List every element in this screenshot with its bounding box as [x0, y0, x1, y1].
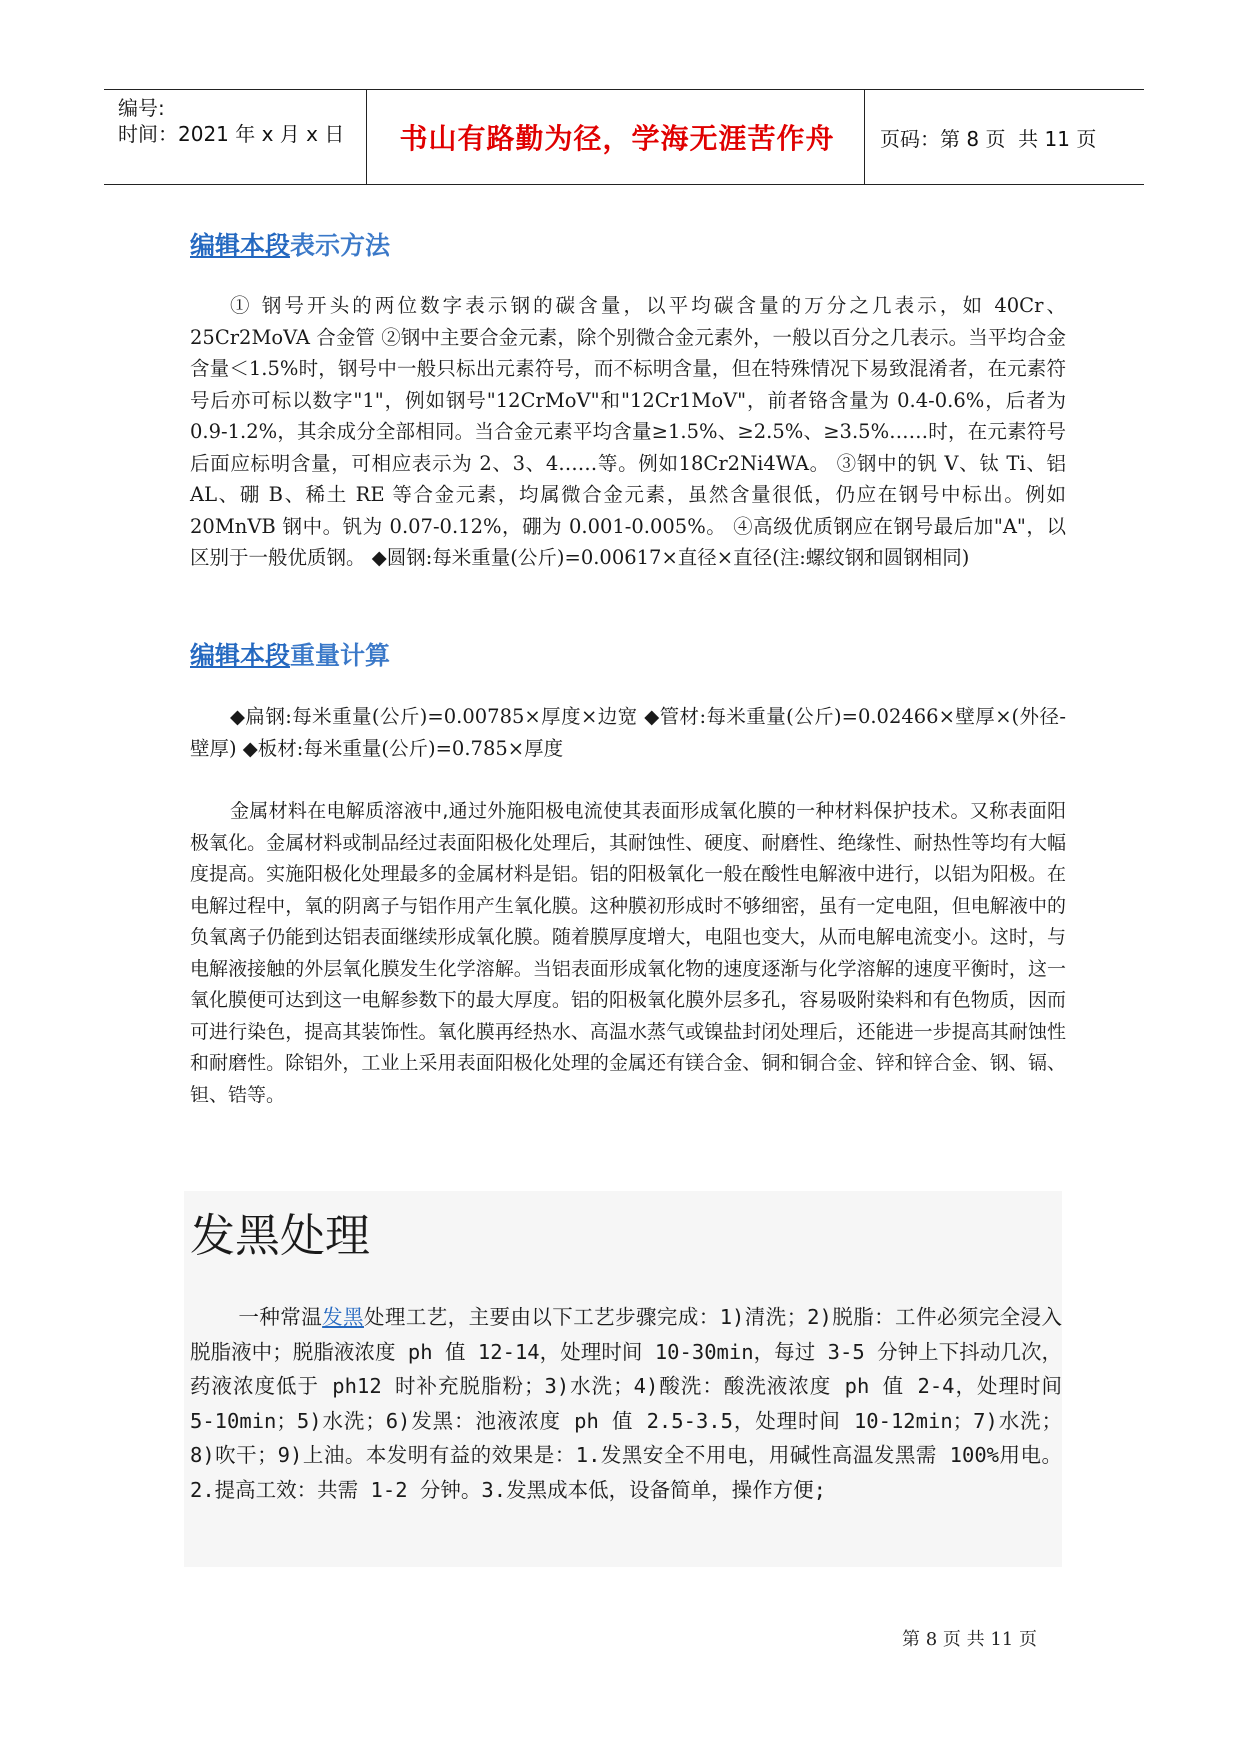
black-treatment-link[interactable]: 发黑: [322, 1305, 364, 1329]
page-footer: 第 8 页 共 11 页: [902, 1629, 1037, 1650]
black-treatment-title: 发黑处理: [190, 1209, 371, 1262]
page-header: [104, 89, 1144, 185]
paragraph-text: 金属材料在电解质溶液中,通过外施阳极电流使其表面形成氧化膜的一种材料保护技术。又称表面阳极氧化。金属材料或制品经过表面阳极化处理后，其耐蚀性、硬度、耐磨性、绝缘性、耐热性等均有大幅度提高。实施阳极化处理最多的金属材料是铝。铝的阳极氧化一般在酸性电解液中进行，以铝为阳极。在电解过程中，氧的阴离子与铝作用产生氧化膜。这种膜初形成时不够细密，虽有一定电阻，但电解液中的负氧离子仍能到达铝表面继续形成氧化膜。随着膜厚度增大，电阻也变大，从而电解电流变小。这时，与电解液接触的外层氧化膜发生化学溶解。当铝表面形成氧化物的速度逐渐与化学溶解的速度平衡时，这一氧化膜便可达到这一电解参数下的最大厚度。铝的阳极氧化膜外层多孔，容易吸附染料和有色物质，因而可进行染色，提高其装饰性。氧化膜再经热水、高温水蒸气或镍盐封闭处理后，还能进一步提高其耐蚀性和耐磨性。除铝外，工业上采用表面阳极化处理的金属还有镁合金、铜和铜合金、锌和锌合金、钢、镉、钽、锆等。: [190, 800, 1066, 1106]
header-page-info: [868, 90, 1144, 184]
header-divider: [864, 90, 865, 184]
black-treatment-block: [184, 1191, 1062, 1567]
doc-number-label: 编号:: [118, 96, 165, 120]
weight-paragraph: [190, 701, 1066, 764]
header-divider: [366, 90, 367, 184]
header-page-text: 页码：第 8 页 共 11 页: [880, 126, 1097, 151]
section-heading-weight: [190, 636, 390, 672]
doc-time-label: 时间：2021 年 x 月 x 日: [118, 122, 345, 146]
edit-section-link[interactable]: 编辑本段: [190, 641, 291, 670]
section-title: 重量计算: [290, 641, 391, 670]
black-treatment-paragraph: [190, 1300, 1062, 1507]
paragraph-text: ◆扁钢:每米重量(公斤)=0.00785×厚度×边宽 ◆管材:每米重量(公斤)=0.02466×壁厚×(外径-壁厚) ◆板材:每米重量(公斤)=0.785×厚度: [190, 705, 1066, 760]
text-before: 一种常温: [238, 1305, 323, 1329]
paragraph-text: ① 钢号开头的两位数字表示钢的碳含量，以平均碳含量的万分之几表示，如 40Cr、25Cr2MoVA 合金管 ②钢中主要合金元素，除个别微合金元素外，一般以百分之几表示。当平均合金含量＜1.5%时，钢号中一般只标出元素符号，而不标明含量，但在特殊情况下易致混淆者，在元素符号后亦可标以数字"1"，例如钢号"12CrMoV"和"12Cr1MoV"，前者铬含量为 0.4-0.6%，后者为 0.9-1.2%，其余成分全部相同。当合金元素平均含量≥1.5%、≥2.5%、≥3.5%……时，在元素符号后面应标明含量，可相应表示为 2、3、4……等。例如18Cr2Ni4WA。 ③钢中的钒 V、钛 Ti、铝 AL、硼 B、稀土 RE 等合金元素，均属微合金元素，虽然含量很低，仍应在钢号中标出。例如 20MnVB 钢中。钒为 0.07-0.12%，硼为 0.001-0.005%。 ④高级优质钢应在钢号最后加"A"，以区别于一般优质钢。 ◆圆钢:每米重量(公斤)=0.00617×直径×直径(注:螺纹钢和圆钢相同): [190, 294, 1066, 569]
edit-section-link[interactable]: 编辑本段: [190, 231, 291, 260]
header-motto: 书山有路勤为径，学海无涯苦作舟: [399, 122, 835, 155]
section-title: 表示方法: [290, 231, 391, 260]
header-meta: [118, 90, 368, 184]
section-heading-representation: [190, 226, 390, 262]
text-after: 处理工艺，主要由以下工艺步骤完成：1)清洗；2)脱脂：工件必须完全浸入脱脂液中；脱脂液浓度 ph 值 12-14，处理时间 10-30min，每过 3-5 分钟上下抖动几次，药液浓度低于 ph12 时补充脱脂粉；3)水洗；4)酸洗：酸洗液浓度 ph 值 2-4，处理时间 5-10min；5)水洗；6)发黑：池液浓度 ph 值 2.5-3.5，处理时间 10-12min；7)水洗；8)吹干；9)上油。本发明有益的效果是：1.发黑安全不用电，用碱性高温发黑需 100%用电。2.提高工效：共需 1-2 分钟。3.发黑成本低，设备简单，操作方便;: [190, 1305, 1063, 1502]
anodizing-paragraph: [190, 796, 1066, 1111]
representation-paragraph: [190, 290, 1066, 574]
